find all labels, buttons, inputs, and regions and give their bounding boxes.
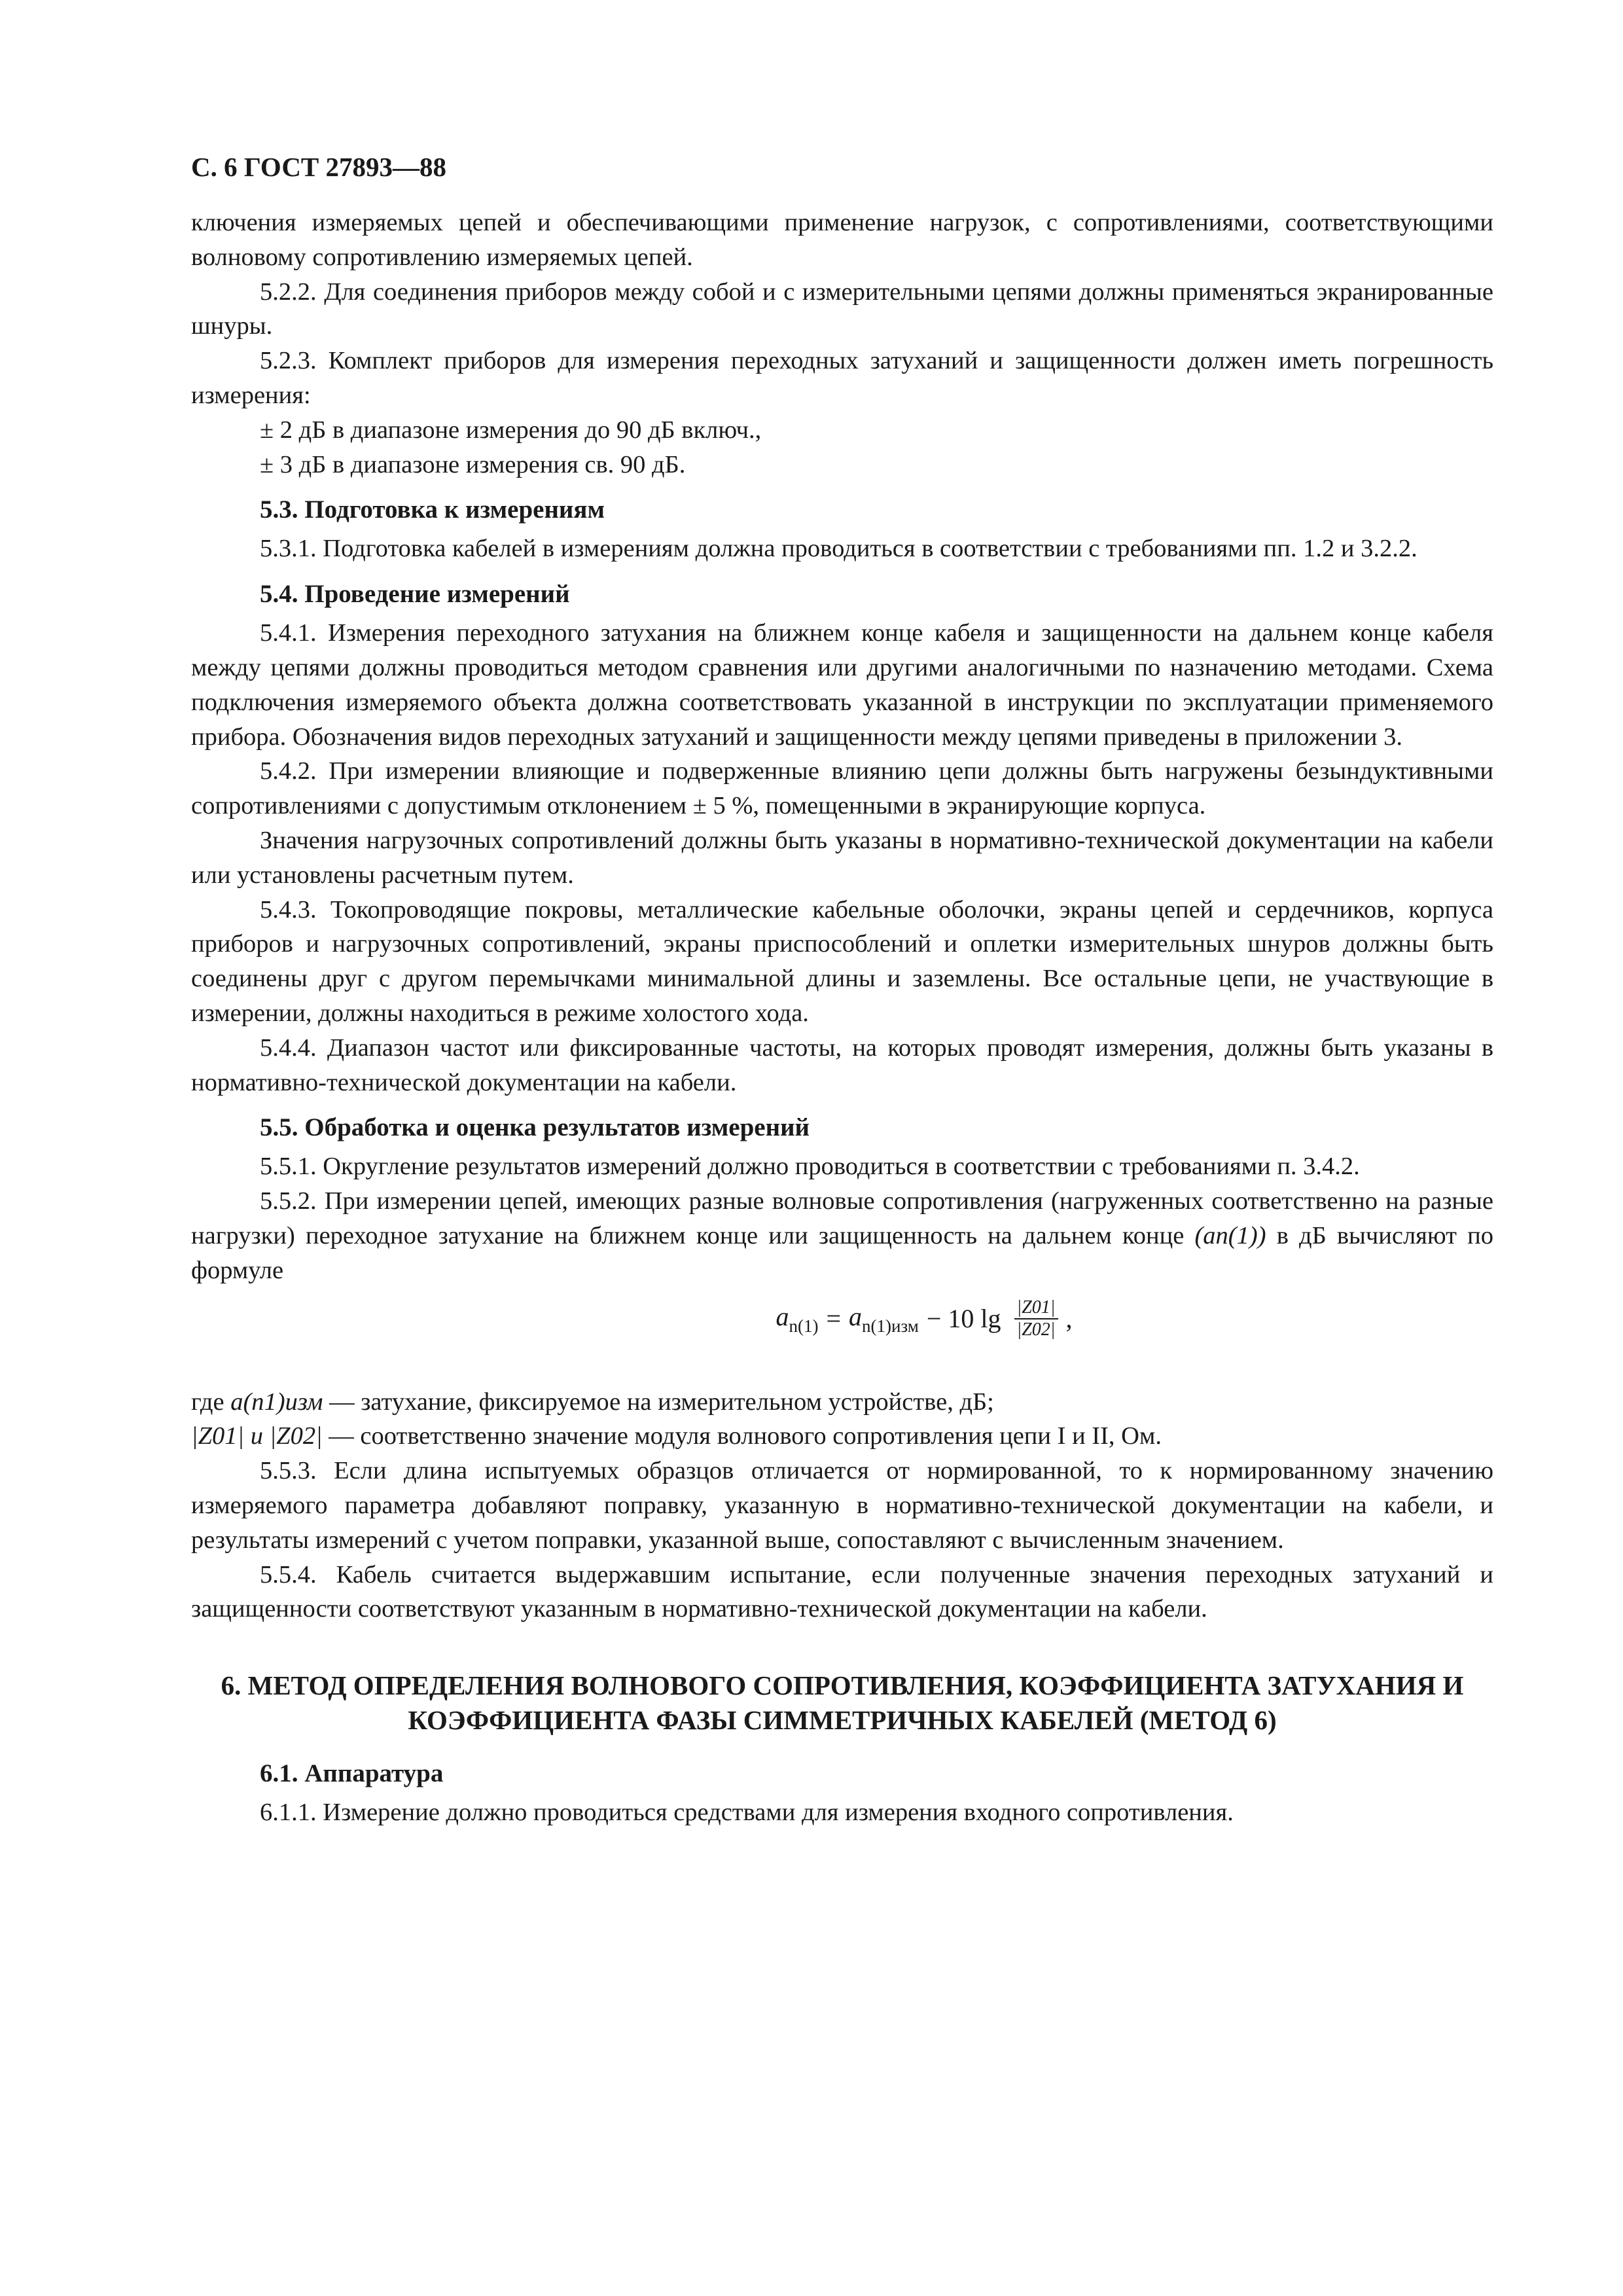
where-line-1 [191,1385,1493,1420]
formula-equals: = [826,1304,842,1334]
paragraph-5-3-1: 5.3.1. Подготовка кабелей в измерениям должна проводиться в соответствии с требованиями пп. 1.2 и 3.2.2. [260,535,1418,563]
paragraph-5-5-2 [191,1184,1493,1287]
paragraph-5-4-1: 5.4.1. Измерения переходного затухания на ближнем конце кабеля и защищенности на дальнем конце кабеля между цепями должны проводиться методом сравнения или другими аналогичными по назначению методами. Схема подключения измеряемого объекта должна соответствовать указанной в инструкции по эксплуатации применяемого прибора. Обозначения видов переходных затуханий и защищенности между цепями приведены в приложении 3. [191,619,1493,751]
document-page [191,151,1493,1830]
paragraph-5-4-3: 5.4.3. Токопроводящие покровы, металлические кабельные оболочки, экраны цепей и сердечников, корпуса приборов и нагрузочных сопротивлений, экраны приспособлений и оплетки измерительных шнуров должны быть соединены друг с другом перемычками минимальной длины и заземлены. Все остальные цепи, не участвующие в измерении, должны находиться в режиме холостого хода. [191,895,1493,1027]
paragraph-5-5-2-symbol: (an(1)) [1194,1221,1266,1249]
where-symbol-attenuation: a(n1)изм [230,1388,323,1416]
formula-comma: , [1065,1304,1073,1334]
paragraph-5-2-3: 5.2.3. Комплект приборов для измерения переходных затуханий и защищенности должен иметь погрешность измерения: [191,347,1493,409]
section-heading-5-4: 5.4. Проведение измерений [260,580,570,609]
section-heading-5-3: 5.3. Подготовка к измерениям [260,495,605,524]
list-item-accuracy-2: ± 3 дБ в диапазоне измерения св. 90 дБ. [260,450,686,478]
paragraph-5-2-2: 5.2.2. Для соединения приборов между собой и с измерительными цепями должны применяться экранированные шнуры. [191,278,1493,340]
section-heading-5-5: 5.5. Обработка и оценка результатов измерений [260,1113,810,1142]
paragraph-5-4-2-loads: Значения нагрузочных сопротивлений должны быть указаны в нормативно-технической документации на кабели или установлены расчетным путем. [191,826,1493,889]
paragraph-5-4-2: 5.4.2. При измерении влияющие и подверженные влиянию цепи должны быть нагружены безындуктивными сопротивлениями с допустимым отклонением ± 5 %, помещенными в экранирующие корпуса. [191,757,1493,820]
formula-rhs-sub: n(1)изм [862,1316,919,1336]
where-text-attenuation: — затухание, фиксируемое на измерительном устройстве, дБ; [329,1388,994,1416]
paragraph-5-4-4: 5.4.4. Диапазон частот или фиксированные частоты, на которых проводят измерения, должны быть указаны в нормативно-технической документации на кабели. [191,1033,1493,1096]
chapter-heading-6: 6. МЕТОД ОПРЕДЕЛЕНИЯ ВОЛНОВОГО СОПРОТИВЛЕНИЯ, КОЭФФИЦИЕНТА ЗАТУХАНИЯ И КОЭФФИЦИЕНТА ФАЗЫ СИММЕТРИЧНЫХ КАБЕЛЕЙ (МЕТОД 6) [221,1670,1464,1736]
formula-fraction [1014,1297,1058,1340]
formula-crosstalk [191,1297,1493,1376]
formula-minus-log: − 10 lg [926,1304,1001,1334]
paragraph-5-5-1: 5.5.1. Округление результатов измерений должно проводиться в соответствии с требованиями п. 3.4.2. [260,1153,1360,1181]
formula-lhs-sub: n(1) [789,1316,819,1336]
paragraph-6-1-1: 6.1.1. Измерение должно проводиться средствами для измерения входного сопротивления. [260,1799,1234,1827]
paragraph-5-5-2-text: 5.5.2. При измерении цепей, имеющих разные волновые сопротивления (нагруженных соответственно на разные нагрузки) переходное затухание на ближнем конце или защищенность на дальнем конце [191,1187,1493,1249]
formula-numerator: |Z01| [1014,1297,1058,1319]
where-line-2 [191,1419,1493,1454]
formula-lhs: $a_{n(1)}$ [776,1301,819,1336]
formula-denominator: |Z02| [1016,1319,1056,1340]
paragraph-5-5-3: 5.5.3. Если длина испытуемых образцов отличается от нормированной, то к нормированному значению измеряемого параметра добавляют поправку, указанную в нормативно-технической документации на кабели, и результаты измерений с учетом поправки, указанной выше, сопоставляют с вычисленным значением. [191,1457,1493,1554]
formula-rhs: $a_{n(1)изм}$ [849,1301,919,1336]
page-header: С. 6 ГОСТ 27893—88 [191,152,447,182]
where-lead: где [191,1388,224,1416]
where-text-impedance: — соответственно значение модуля волнового сопротивления цепи I и II, Ом. [329,1422,1162,1450]
paragraph-5-5-4: 5.5.4. Кабель считается выдержавшим испытание, если полученные значения переходных затуханий и защищенности соответствуют указанным в нормативно-технической документации на кабели. [191,1560,1493,1623]
where-symbol-impedance: |Z01| и |Z02| [191,1422,323,1450]
paragraph-intro: ключения измеряемых цепей и обеспечивающими применение нагрузок, с сопротивлениями, соответствующими волновому сопротивлению измеряемых цепей. [191,209,1493,271]
section-heading-6-1: 6.1. Аппаратура [260,1759,444,1788]
list-item-accuracy-1: ± 2 дБ в диапазоне измерения до 90 дБ включ., [260,416,762,444]
paragraph-5-5-2-end: в дБ вычисляют по формуле [191,1221,1493,1284]
